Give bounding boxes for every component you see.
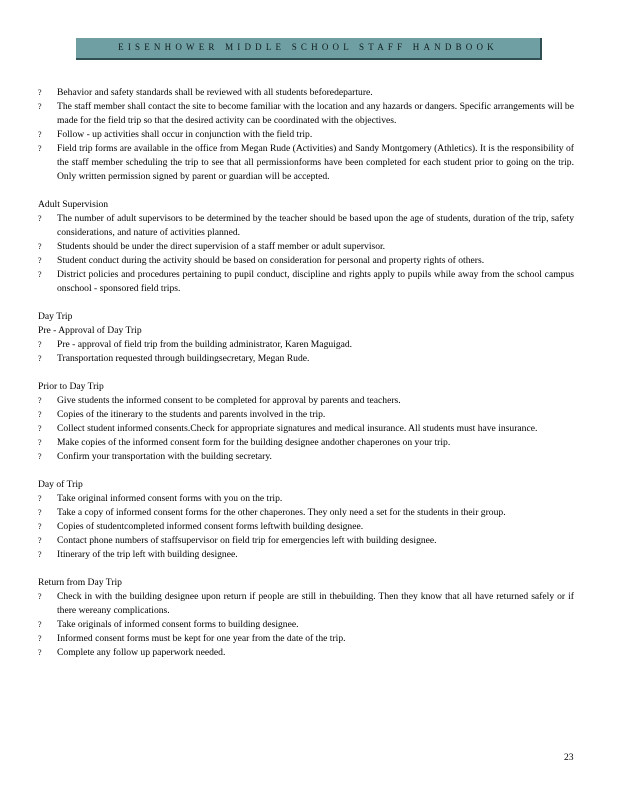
bullet-icon: ? bbox=[38, 620, 42, 629]
list-item: ? Students should be under the direct supervision of a staff member or adult supervisor. bbox=[38, 241, 386, 252]
list-item: ? Complete any follow up paperwork needed. bbox=[38, 647, 226, 658]
general-rules-list bbox=[38, 86, 574, 184]
list-item: ? The staff member shall contact the site to become familiar with the location and any hazards or dangers. Specific arrangements will be made for the field trip so that the desired activity can be coordinated with the objectives. bbox=[38, 101, 574, 126]
bullet-icon: ? bbox=[38, 130, 42, 139]
bullet-icon: ? bbox=[38, 494, 42, 503]
list-item: ? Take a copy of informed consent forms for the other chaperones. They only need a set for the students in their group. bbox=[38, 507, 506, 518]
list-item: ? Contact phone numbers of staffsupervisor on field trip for emergencies left with building designee. bbox=[38, 535, 437, 546]
list-item: ? Copies of studentcompleted informed consent forms leftwith building designee. bbox=[38, 521, 364, 532]
adult-supervision-list bbox=[38, 212, 574, 296]
list-item: ? Take original informed consent forms with you on the trip. bbox=[38, 493, 283, 504]
prior-to-trip-list bbox=[38, 394, 574, 464]
bullet-icon: ? bbox=[38, 102, 42, 111]
bullet-icon: ? bbox=[38, 214, 42, 223]
list-item: ? Collect student informed consents.Check for appropriate signatures and medical insurance. All students must have insurance. bbox=[38, 423, 538, 434]
return-from-trip-list bbox=[38, 590, 574, 660]
page-content bbox=[38, 86, 574, 660]
bullet-icon: ? bbox=[38, 354, 42, 363]
bullet-icon: ? bbox=[38, 410, 42, 419]
section-heading-adult-supervision: Adult Supervision bbox=[38, 199, 109, 210]
list-item: ? Behavior and safety standards shall be reviewed with all students beforedeparture. bbox=[38, 87, 373, 98]
list-item: ? District policies and procedures pertaining to pupil conduct, discipline and rights apply to pupils while away from the school campus onschool - sponsored field trips. bbox=[38, 269, 574, 294]
bullet-icon: ? bbox=[38, 550, 42, 559]
bullet-icon: ? bbox=[38, 452, 42, 461]
list-item: ? Make copies of the informed consent form for the building designee andother chaperones on your trip. bbox=[38, 437, 451, 448]
handbook-header-banner bbox=[76, 38, 542, 60]
bullet-icon: ? bbox=[38, 634, 42, 643]
bullet-icon: ? bbox=[38, 144, 42, 153]
handbook-title: EISENHOWER MIDDLE SCHOOL STAFF HANDBOOK bbox=[118, 42, 498, 52]
section-heading-day-trip: Day Trip bbox=[38, 311, 73, 322]
bullet-icon: ? bbox=[38, 88, 42, 97]
bullet-icon: ? bbox=[38, 396, 42, 405]
bullet-icon: ? bbox=[38, 592, 42, 601]
page-number: 23 bbox=[564, 752, 574, 763]
pre-approval-list bbox=[38, 338, 574, 366]
bullet-icon: ? bbox=[38, 242, 42, 251]
list-item: ? Check in with the building designee upon return if people are still in thebuilding. Then they know that all have returned safely or if there wereany complications. bbox=[38, 591, 574, 616]
bullet-icon: ? bbox=[38, 424, 42, 433]
list-item: ? Informed consent forms must be kept for one year from the date of the trip. bbox=[38, 633, 346, 644]
list-item: ? Pre - approval of field trip from the building administrator, Karen Maguigad. bbox=[38, 339, 353, 350]
bullet-icon: ? bbox=[38, 536, 42, 545]
section-heading-return-from-day-trip: Return from Day Trip bbox=[38, 577, 122, 588]
bullet-icon: ? bbox=[38, 438, 42, 447]
day-of-trip-list bbox=[38, 492, 574, 562]
bullet-icon: ? bbox=[38, 648, 42, 657]
bullet-icon: ? bbox=[38, 508, 42, 517]
subheading-pre-approval: Pre - Approval of Day Trip bbox=[38, 325, 142, 336]
list-item: ? Confirm your transportation with the building secretary. bbox=[38, 451, 272, 462]
list-item: ? Take originals of informed consent forms to building designee. bbox=[38, 619, 299, 630]
section-heading-day-of-trip: Day of Trip bbox=[38, 479, 83, 490]
list-item: ? Field trip forms are available in the office from Megan Rude (Activities) and Sandy Montgomery (Athletics). It is the responsibility of the staff member scheduling the trip to see that all permissionforms have been completed for each student prior to going on the trip. Only written permission signed by parent or guardian will be accepted. bbox=[38, 143, 574, 182]
bullet-icon: ? bbox=[38, 270, 42, 279]
list-item: ? The number of adult supervisors to be determined by the teacher should be based upon the age of students, duration of the trip, safety considerations, and nature of activities planned. bbox=[38, 213, 574, 238]
bullet-icon: ? bbox=[38, 340, 42, 349]
section-heading-prior-to-day-trip: Prior to Day Trip bbox=[38, 381, 104, 392]
list-item: ? Transportation requested through buildingsecretary, Megan Rude. bbox=[38, 353, 310, 364]
list-item: ? Student conduct during the activity should be based on consideration for personal and property rights of others. bbox=[38, 255, 485, 266]
bullet-icon: ? bbox=[38, 522, 42, 531]
list-item: ? Follow - up activities shall occur in conjunction with the field trip. bbox=[38, 129, 313, 140]
list-item: ? Itinerary of the trip left with building designee. bbox=[38, 549, 238, 560]
bullet-icon: ? bbox=[38, 256, 42, 265]
list-item: ? Copies of the itinerary to the students and parents involved in the trip. bbox=[38, 409, 326, 420]
list-item: ? Give students the informed consent to be completed for approval by parents and teachers. bbox=[38, 395, 401, 406]
